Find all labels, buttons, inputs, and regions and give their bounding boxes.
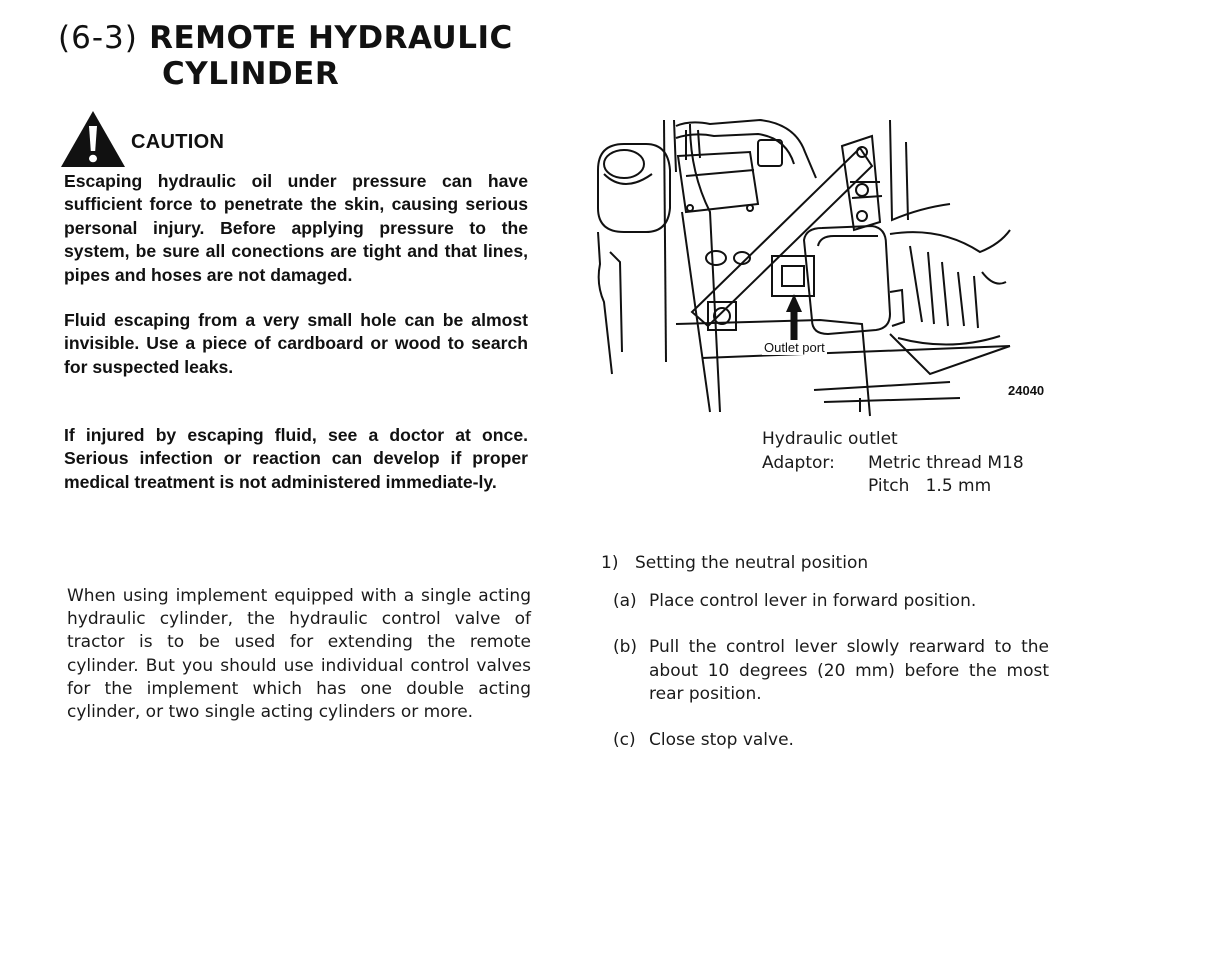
caption-title: Hydraulic outlet [762,429,898,449]
procedure-title: Setting the neutral position [635,553,869,573]
procedure-heading [601,553,868,573]
caption-adaptor-label: Adaptor: [762,452,835,473]
body-paragraph: When using implement equipped with a single acting hydraulic cylinder, the hydraulic control valve of tractor is to be used for extending the remote cylinder. But you should use individual control valves for the implement which has one double acting cylinder, or two single acting cylinders or more. [67,586,531,723]
caution-paragraph-3: If injured by escaping fluid, see a doctor at once. Serious infection or reaction can develop if proper medical treatment is not administered immediate-ly. [64,425,528,492]
caption-pitch: Pitch 1.5 mm [868,476,992,496]
procedure-step-c [613,729,1049,753]
section-number: (6-3) [58,20,138,56]
procedure-step-a [613,590,1049,614]
procedure-step-b [613,636,1049,707]
section-title-line1: REMOTE HYDRAULIC [149,20,513,56]
section-heading [58,20,513,92]
step-key: (c) [613,730,636,750]
procedure-number: 1) [601,553,619,573]
caption-adaptor-value: Metric thread M18 [868,452,1024,473]
hydraulic-outlet-diagram [590,112,1060,418]
figure-caption [762,428,1024,499]
caution-label: CAUTION [131,131,225,153]
figure-outlet-port-label: Outlet port [764,340,825,355]
caution-paragraph-2: Fluid escaping from a very small hole can be almost invisible. Use a piece of cardboard or wood to search for suspected leaks. [64,310,528,377]
figure-number: 24040 [1008,383,1045,398]
section-title-line2: CYLINDER [162,56,340,92]
caution-paragraph-1: Escaping hydraulic oil under pressure can have sufficient force to penetrate the skin, causing serious personal injury. Before applying pressure to the system, be sure all conections are tight and that lines, pipes and hoses are not damaged. [64,171,528,285]
step-text: Close stop valve. [649,730,794,750]
step-key: (a) [613,591,637,611]
step-text: Place control lever in forward position. [649,591,977,611]
step-key: (b) [613,637,638,657]
warning-triangle-icon [60,110,126,168]
step-text: Pull the control lever slowly rearward to the about 10 degrees (20 mm) before the most rear position. [649,637,1049,704]
